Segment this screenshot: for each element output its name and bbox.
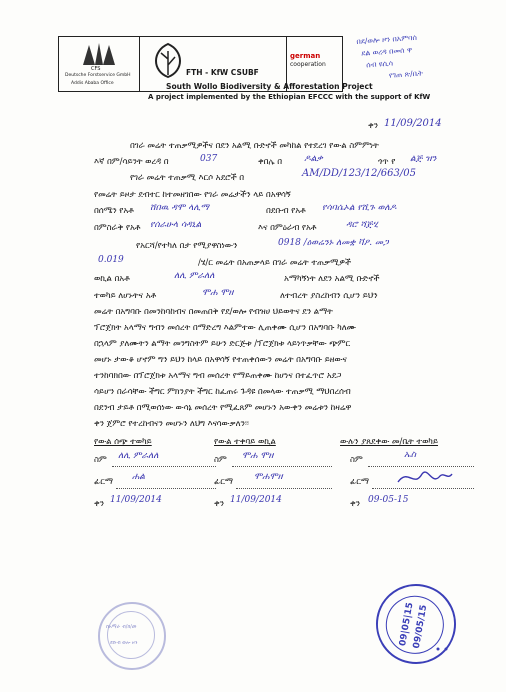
- body-line-12: ፕሮጀክት አላማና ግብን መሰረት በማድረግ እልምተው ሊጠቀሙ ሲሆን በአግባቡ ካለሙ: [94, 322, 356, 332]
- name-value: ለሊ ምራለለ: [118, 451, 159, 461]
- name-label: ስም: [350, 454, 363, 464]
- logo-left-line: Addis Ababa Office: [71, 81, 114, 86]
- leaf-emblem-icon: [146, 41, 190, 81]
- sig-label: ፊርማ: [350, 476, 369, 486]
- body-line-13: በኋላም ያለሙትን ልማት መንግስትም ይሁን ድርጅቱ /ፕሮጀክቱ ላይነጥቃቸው ጭምር: [94, 338, 351, 348]
- logo-left-line: CFS: [91, 66, 101, 72]
- name-label: ስም: [214, 454, 227, 464]
- left-round-stamp: [98, 602, 166, 670]
- signature-block-receiver: [214, 436, 344, 526]
- signature-title: የውል ተቀባይ ወኪል: [214, 436, 276, 446]
- body-line-2c: ጎጥ የ: [378, 156, 396, 166]
- top-stamp-line: ደል ወረዳ በመሰ ዋ: [361, 45, 413, 58]
- date-value: 11/09/2014: [384, 118, 442, 129]
- body-line-14: መሆኑ ታውቆ ሆኖም ግን ይህን ከላይ በአዋሳኝ የተጠቀሰውን መሬት በአግባቡ ይዘውና: [94, 354, 347, 364]
- body-line-6b: እና በምዕራብ የአቶ: [258, 222, 317, 232]
- top-stamp-line: ሰብ ዩሲሳ: [365, 58, 394, 70]
- top-stamp-line: የገጠ ጽ/ቤት: [388, 68, 424, 80]
- cfs-logo: [58, 36, 140, 92]
- signature-block-approver: [334, 436, 484, 526]
- project-tagline: A project implemented by the Ethiopian EFCCC with the support of KfW: [148, 93, 431, 101]
- date-label: ቀን: [350, 498, 361, 508]
- body-line-3: የገራ መሬት ተጠቃሚ እርሶ አደሮች በ: [130, 172, 245, 182]
- top-stamp-line: በደ/ወሎ ዞን በአምባሰ: [356, 32, 418, 46]
- body-line-10: ተወካይ ለሆኑትና አቶ: [94, 290, 157, 300]
- body-line-9b: አማካኝነት ለደን አልሚ ቡድኖች: [284, 273, 380, 283]
- body-line-17: በደንብ ታይቶ በሚወሰነው ውሳኔ መሰረት የሚፈጸም መሆኑን አውቀን መሬቱን ከዛሬዋ: [94, 402, 352, 412]
- body-line-1: በገራ መሬት ተጠቃሚዎችና በደን አልሚ ቡድኖች መካከል የተደረገ የውል ስምምነት: [130, 140, 379, 150]
- date-value: 09-05-15: [368, 495, 409, 505]
- date-label: ቀን: [368, 120, 379, 130]
- dot-marks-icon: [434, 644, 454, 654]
- certificate-number: AM/DD/123/12/663/05: [302, 168, 416, 179]
- project-name: South Wollo Biodiversity & Afforestation Project: [166, 82, 373, 91]
- kebele-value: 037: [200, 154, 218, 164]
- cfs-tree-icon: [59, 39, 139, 69]
- recipient-name: ሞሐ ሞዘ: [202, 288, 234, 298]
- representative-name: ለሊ ምራለለ: [174, 271, 215, 281]
- got-value: ልጅ ዝን: [410, 154, 437, 164]
- east-neighbor: የሰራሁላ ሳዳኒል: [150, 220, 202, 230]
- body-line-10b: ለተብረት ያስረከብን ሲሆን ይህን: [280, 290, 378, 300]
- body-line-16: ሳይሆን በራሳቸው ችግር ምክንያት ችግር ከፈጠሩ ጉዳዩ በመላው ተጠቃሚ ማህበረሰብ: [94, 386, 351, 396]
- date-label: ቀን: [94, 498, 105, 508]
- name-value: ኤስ: [404, 450, 417, 460]
- body-line-4: የመሬት ይዞታ ደብተር ከተመዘገበው የገራ መሬታችን ላይ በአዋሳኝ: [94, 189, 291, 199]
- body-line-2: እኛ በም/ሳይንት ወረዳ በ: [94, 156, 169, 166]
- body-line-2b: ቀበሌ በ: [258, 156, 283, 166]
- stamp-line: በአማራ ብ/ክ/መ: [106, 624, 137, 630]
- right-round-stamp: [370, 578, 463, 671]
- date-value: 11/09/2014: [110, 495, 162, 505]
- body-line-5b: በደቡብ የአቶ: [266, 205, 306, 215]
- giz-sub: cooperation: [290, 61, 326, 68]
- area-value: 0918 /ዕወሬንኑ ለመቋ ቫዖ. መጋ: [278, 238, 389, 248]
- body-line-7: የአርሻ/የተካለ በታ የሚያዋስነውን: [136, 240, 238, 250]
- name-label: ስም: [94, 454, 107, 464]
- hectare-value: 0.019: [98, 255, 124, 265]
- stamp-date: 09/05/15: [411, 604, 430, 650]
- name-value: ሞሐ ሞዘ: [242, 451, 274, 461]
- sig-label: ፊርማ: [94, 476, 113, 486]
- north-neighbor: ሸበዉ ዳሞ ላሊማ: [150, 203, 210, 213]
- date-label: ቀን: [214, 498, 225, 508]
- signature-title: የውል ሰጭ ተወካይ: [94, 436, 152, 446]
- top-stamp: [356, 28, 472, 94]
- stamp-date: 09|05|15: [398, 601, 416, 647]
- body-line-9: ወኪል በአቶ: [94, 273, 130, 283]
- body-line-15: ተንከባክበው በፕሮጀክቱ አላማና ግብ መሰረት የማይጠቀሙ ከሆነና በተፈጥሮ አደጋ: [94, 370, 342, 380]
- sig-value: ሞሐሞዘ: [254, 472, 283, 482]
- body-line-5: በሰሜን የአቶ: [94, 205, 134, 215]
- signature-title: ውሉን ያጸደቀው መ/ቤት ተወካይ: [340, 436, 439, 446]
- body-line-11: መሬት በአግባቡ በመንከባከብና በመጠበቅ የደ/ወሎ የብዝሀ ህይወትና ደን ልማት: [94, 306, 333, 316]
- project-code: FTH - KfW CSUBF: [186, 68, 259, 77]
- sig-label: ፊርማ: [214, 476, 233, 486]
- village-value: ዶልቃ: [304, 154, 323, 164]
- west-neighbor: ዳሮ ሻጅሂ: [346, 220, 379, 230]
- signature-block-giver: [94, 436, 234, 526]
- handwritten-signature: [394, 466, 454, 488]
- giz-word: german: [290, 52, 321, 60]
- body-line-6: በምስራቅ የአቶ: [94, 222, 141, 232]
- south-neighbor: የሳባሴኦል የሺጉ ወለዶ: [322, 203, 397, 213]
- logo-left-line: Deutsche Forstservice GmbH: [65, 73, 131, 78]
- stamp-line: ደቡብ ወሎ ዞን: [110, 640, 138, 646]
- body-line-8: /ሄ/ር መሬት በአጠቃላይ በገራ መሬት ተጠቃሚዎች: [198, 257, 351, 267]
- date-value: 11/09/2014: [230, 495, 282, 505]
- sig-value: ሐል: [132, 472, 145, 482]
- body-line-18: ቀን ጀምሮ የተረከብናን መሆኑን ለህግ እናሳውቃለን፡፡: [94, 418, 249, 428]
